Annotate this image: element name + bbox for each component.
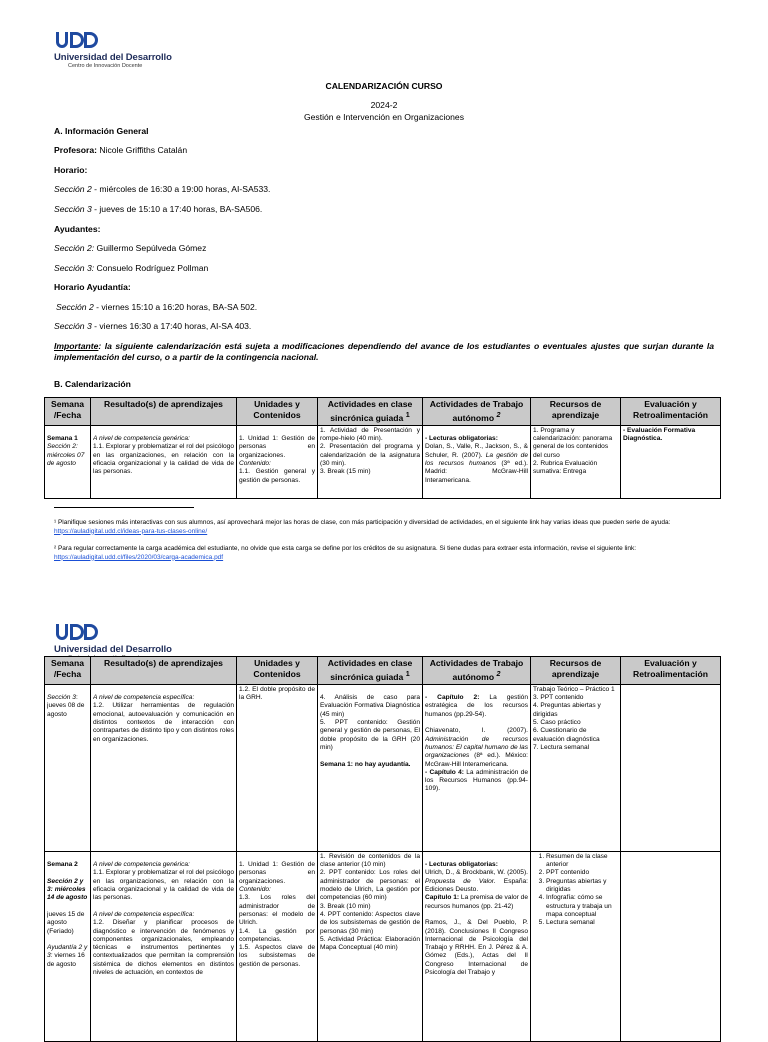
footnote-1-link[interactable]: https://auladigital.udd.cl/ideas-para-tus-clases-online/ <box>54 527 208 535</box>
cell-resultados: A nivel de competencia específica: 1.2. Utilizar herramientas de regulación emocional, autoevaluación y comunicación en distintos contextos de interacción con contrapartes de distinto tipo y con distintos roles en organizaciones. <box>91 684 237 851</box>
university-name: Universidad del Desarrollo <box>54 644 172 655</box>
header-trabajo: Actividades de Trabajo autónomo $^2$ <box>423 398 531 426</box>
header-semana: Semana /Fecha <box>45 657 91 685</box>
udd-logo-mark-icon <box>54 30 172 50</box>
profesora-line: Profesora: Nicole Griffiths Catalán <box>54 145 188 155</box>
footnote-2: ² Para regular correctamente la carga académica del estudiante, no olvide que esta carga se define por los créditos de su asignatura. Si tiene dudas para extraer esta información, revise el siguiente link: https://auladigital.udd.cl/files/2020/03/carga-academica.pdf <box>54 545 637 561</box>
cell-evaluacion <box>621 851 721 1041</box>
header-actividades: Actividades en clase sincrónica guiada $^1$ <box>318 657 423 685</box>
cell-actividades: 1. Revisión de contenidos de la clase anterior (10 min) 2. PPT contenido: Los roles del administrador de personas: el modelo de Ulrich, La gestión por competencias (60 min) 3. Break (10 min) 4. PPT contenido: Aspectos clave de los subsistemas de gestión de personas (30 min) 5. Actividad Práctica: Elaboración Mapa Conceptual (40 min) <box>318 851 423 1041</box>
header-resultados: Resultado(s) de aprendizajes <box>91 657 237 685</box>
cell-unidades: 1. Unidad 1: Gestión de personas en organizaciones. Contenido: 1.3. Los roles del administrador de personas: el modelo de Ulrich. 1.4. La gestión por competencias. 1.5. Aspectos clave de los subsistemas de gestión de personas. <box>237 851 318 1041</box>
header-recursos: Recursos de aprendizaje <box>531 657 621 685</box>
horario-seccion-2: Sección 2 - miércoles de 16:30 a 19:00 horas, AI-SA533. <box>54 184 271 194</box>
section-a-heading: A. Información General <box>54 126 149 136</box>
cell-resultados: A nivel de competencia genérica: 1.1. Explorar y problematizar el rol del psicólogo en las organizaciones, en relación con la eficacia organizacional y la calidad de vida de las personas. A nivel de competencia específica: 1.2. Diseñar y planificar procesos de diagnóstico e intervención de fenómenos y componentes organizacionales, empleando técnicas e instrumentos pertinentes y contextualizados que permitan la comprensión sistémica de dichos elementos en distintos niveles de actuación, en contextos de <box>91 851 237 1041</box>
section-b-heading: B. Calendarización <box>54 379 131 389</box>
footnote-separator <box>54 507 194 508</box>
ayudantia-seccion-2: Sección 2 - viernes 15:10 a 16:20 horas, BA-SA 502. <box>56 302 258 312</box>
document-year: 2024-2 <box>370 100 398 110</box>
table-header-row <box>45 657 721 685</box>
list-item: 1. Resumen de la clase anterior <box>546 853 618 870</box>
table-row <box>45 684 721 851</box>
ayudantes-label: Ayudantes: <box>54 224 101 234</box>
cell-evaluacion: - Evaluación Formativa Diagnóstica. <box>621 425 721 498</box>
cell-resultados: A nivel de competencia genérica: 1.1. Explorar y problematizar el rol del psicólogo en las organizaciones, en relación con la eficacia organizacional y la calidad de vida de las personas. <box>91 425 237 498</box>
table-row <box>45 851 721 1041</box>
header-unidades: Unidades y Contenidos <box>237 398 318 426</box>
cell-semana: Semana 1 Sección 2: miércoles 07 de agosto <box>45 425 91 498</box>
header-recursos: Recursos de aprendizaje <box>531 398 621 426</box>
ayudante-seccion-2: Sección 2: Guillermo Sepúlveda Gómez <box>54 243 207 253</box>
list-item: 3. Preguntas abiertas y dirigidas <box>546 878 618 895</box>
cell-semana: Sección 3: jueves 08 de agosto <box>45 684 91 851</box>
cell-recursos <box>531 851 621 1041</box>
header-actividades: Actividades en clase sincrónica guiada $^1$ <box>318 398 423 426</box>
cell-unidades: 1. Unidad 1: Gestión de personas en organizaciones. Contenido: 1.1. Gestión general y gestión de personas. <box>237 425 318 498</box>
horario-label: Horario: <box>54 165 88 175</box>
university-name: Universidad del Desarrollo <box>54 52 172 63</box>
recursos-list <box>533 853 618 928</box>
cell-recursos: Trabajo Teórico – Práctico 1 3. PPT contenido 4. Preguntas abiertas y dirigidas 5. Caso práctico 6. Cuestionario de evaluación diagnóstica 7. Lectura semanal <box>531 684 621 851</box>
ayudantia-seccion-3: Sección 3 - viernes 16:30 a 17:40 horas, AI-SA 403. <box>54 321 252 331</box>
udd-logo-mark-icon <box>54 622 172 642</box>
cell-trabajo: - Lecturas obligatorias: Dolan, S., Valle, R., Jackson, S., & Schuler, R. (2007). La gestión de los recursos humanos (3ª ed.). Madrid: McGraw-Hill Interamericana. <box>423 425 531 498</box>
cell-actividades: 4. Análisis de caso para Evaluación Formativa Diagnóstica (45 min) 5. PPT contenido: Gestión general y gestión de personas, El doble propósito de la GRH (20 min) Semana 1: no hay ayudantía. <box>318 684 423 851</box>
header-trabajo: Actividades de Trabajo autónomo $^2$ <box>423 657 531 685</box>
course-name: Gestión e Intervención en Organizaciones <box>303 112 465 122</box>
header-resultados: Resultado(s) de aprendizajes <box>91 398 237 426</box>
cell-semana: Semana 2 Sección 2 y 3: miércoles 14 de agosto jueves 15 de agosto (Feriado) Ayudantía 2 y 3: viernes 16 de agosto <box>45 851 91 1041</box>
list-item: 2. PPT contenido <box>546 869 618 877</box>
cell-trabajo: - Capítulo 2: La gestión estratégica de los recursos humanos (pp.29-54). Chiavenato, I. (2007). Administración de recursos humanos: El capital humano de las organizaciones (8ª ed.). México: McGraw-Hill Interamericana. - Capítulo 4: La administración de los Recursos Humanos (pp.94-109). <box>423 684 531 851</box>
document-title: CALENDARIZACIÓN CURSO <box>325 81 443 91</box>
table-row <box>45 425 721 498</box>
list-item: 4. Infografía: cómo se estructura y trabaja un mapa conceptual <box>546 894 618 919</box>
cell-recursos: 1. Programa y calendarización: panorama general de los contenidos del curso 2. Rubrica Evaluación sumativa: Entrega <box>531 425 621 498</box>
cell-actividades: 1. Actividad de Presentación y rompe-hielo (40 min). 2. Presentación del programa y calendarización de la asignatura (30 min). 3. Break (15 min) <box>318 425 423 498</box>
university-subtitle: Centro de Innovación Docente <box>68 63 143 69</box>
calendar-table-1 <box>44 397 721 499</box>
header-unidades: Unidades y Contenidos <box>237 657 318 685</box>
calendar-table-2 <box>44 656 721 1042</box>
footnote-1: ¹ Planifique sesiones más interactivas con sus alumnos, así aprovechará mejor las horas de clase, con más participación y diversidad de actividades, en el siguiente link hay varias ideas que pueden serle de ayuda: https://auladigital.udd.cl/ideas-para-tus-clases-online/ <box>54 519 671 535</box>
horario-ayudantia-label: Horario Ayudantía: <box>54 282 131 292</box>
cell-unidades: 1.2. El doble propósito de la GRH. <box>237 684 318 851</box>
header-semana: Semana /Fecha <box>45 398 91 426</box>
cell-evaluacion <box>621 684 721 851</box>
list-item: 5. Lectura semanal <box>546 919 618 927</box>
header-evaluacion: Evaluación y Retroalimentación <box>621 398 721 426</box>
table-header-row <box>45 398 721 426</box>
ayudante-seccion-3: Sección 3: Consuelo Rodríguez Pollman <box>54 263 209 273</box>
horario-seccion-3: Sección 3 - jueves de 15:10 a 17:40 horas, BA-SA506. <box>54 204 263 214</box>
university-logo <box>54 30 172 69</box>
header-evaluacion: Evaluación y Retroalimentación <box>621 657 721 685</box>
footnote-2-link[interactable]: https://auladigital.udd.cl/files/2020/03/carga-academica.pdf <box>54 553 224 561</box>
cell-trabajo: - Lecturas obligatorias: Ulrich, D., & Brockbank, W. (2005). Propuesta de Valor. España: Ediciones Deusto. Capítulo 1: La premisa de valor de recursos humanos (pp. 21-42) Ramos, J., & Del Pueblo, P. (2018). Conclusiones II Congreso Internacional de Psicología del Trabajo y RRHH. En J. Pérez & A. Gómez (Eds.), Actas del II Congreso Internacional de Psicología del Trabajo y <box>423 851 531 1041</box>
importante-notice: Importante: la siguiente calendarización está sujeta a modificaciones dependiendo del avance de los estudiantes o eventuales ajustes que surjan durante la implementación del curso, o a partir de la contingencia nacional. <box>54 341 714 362</box>
